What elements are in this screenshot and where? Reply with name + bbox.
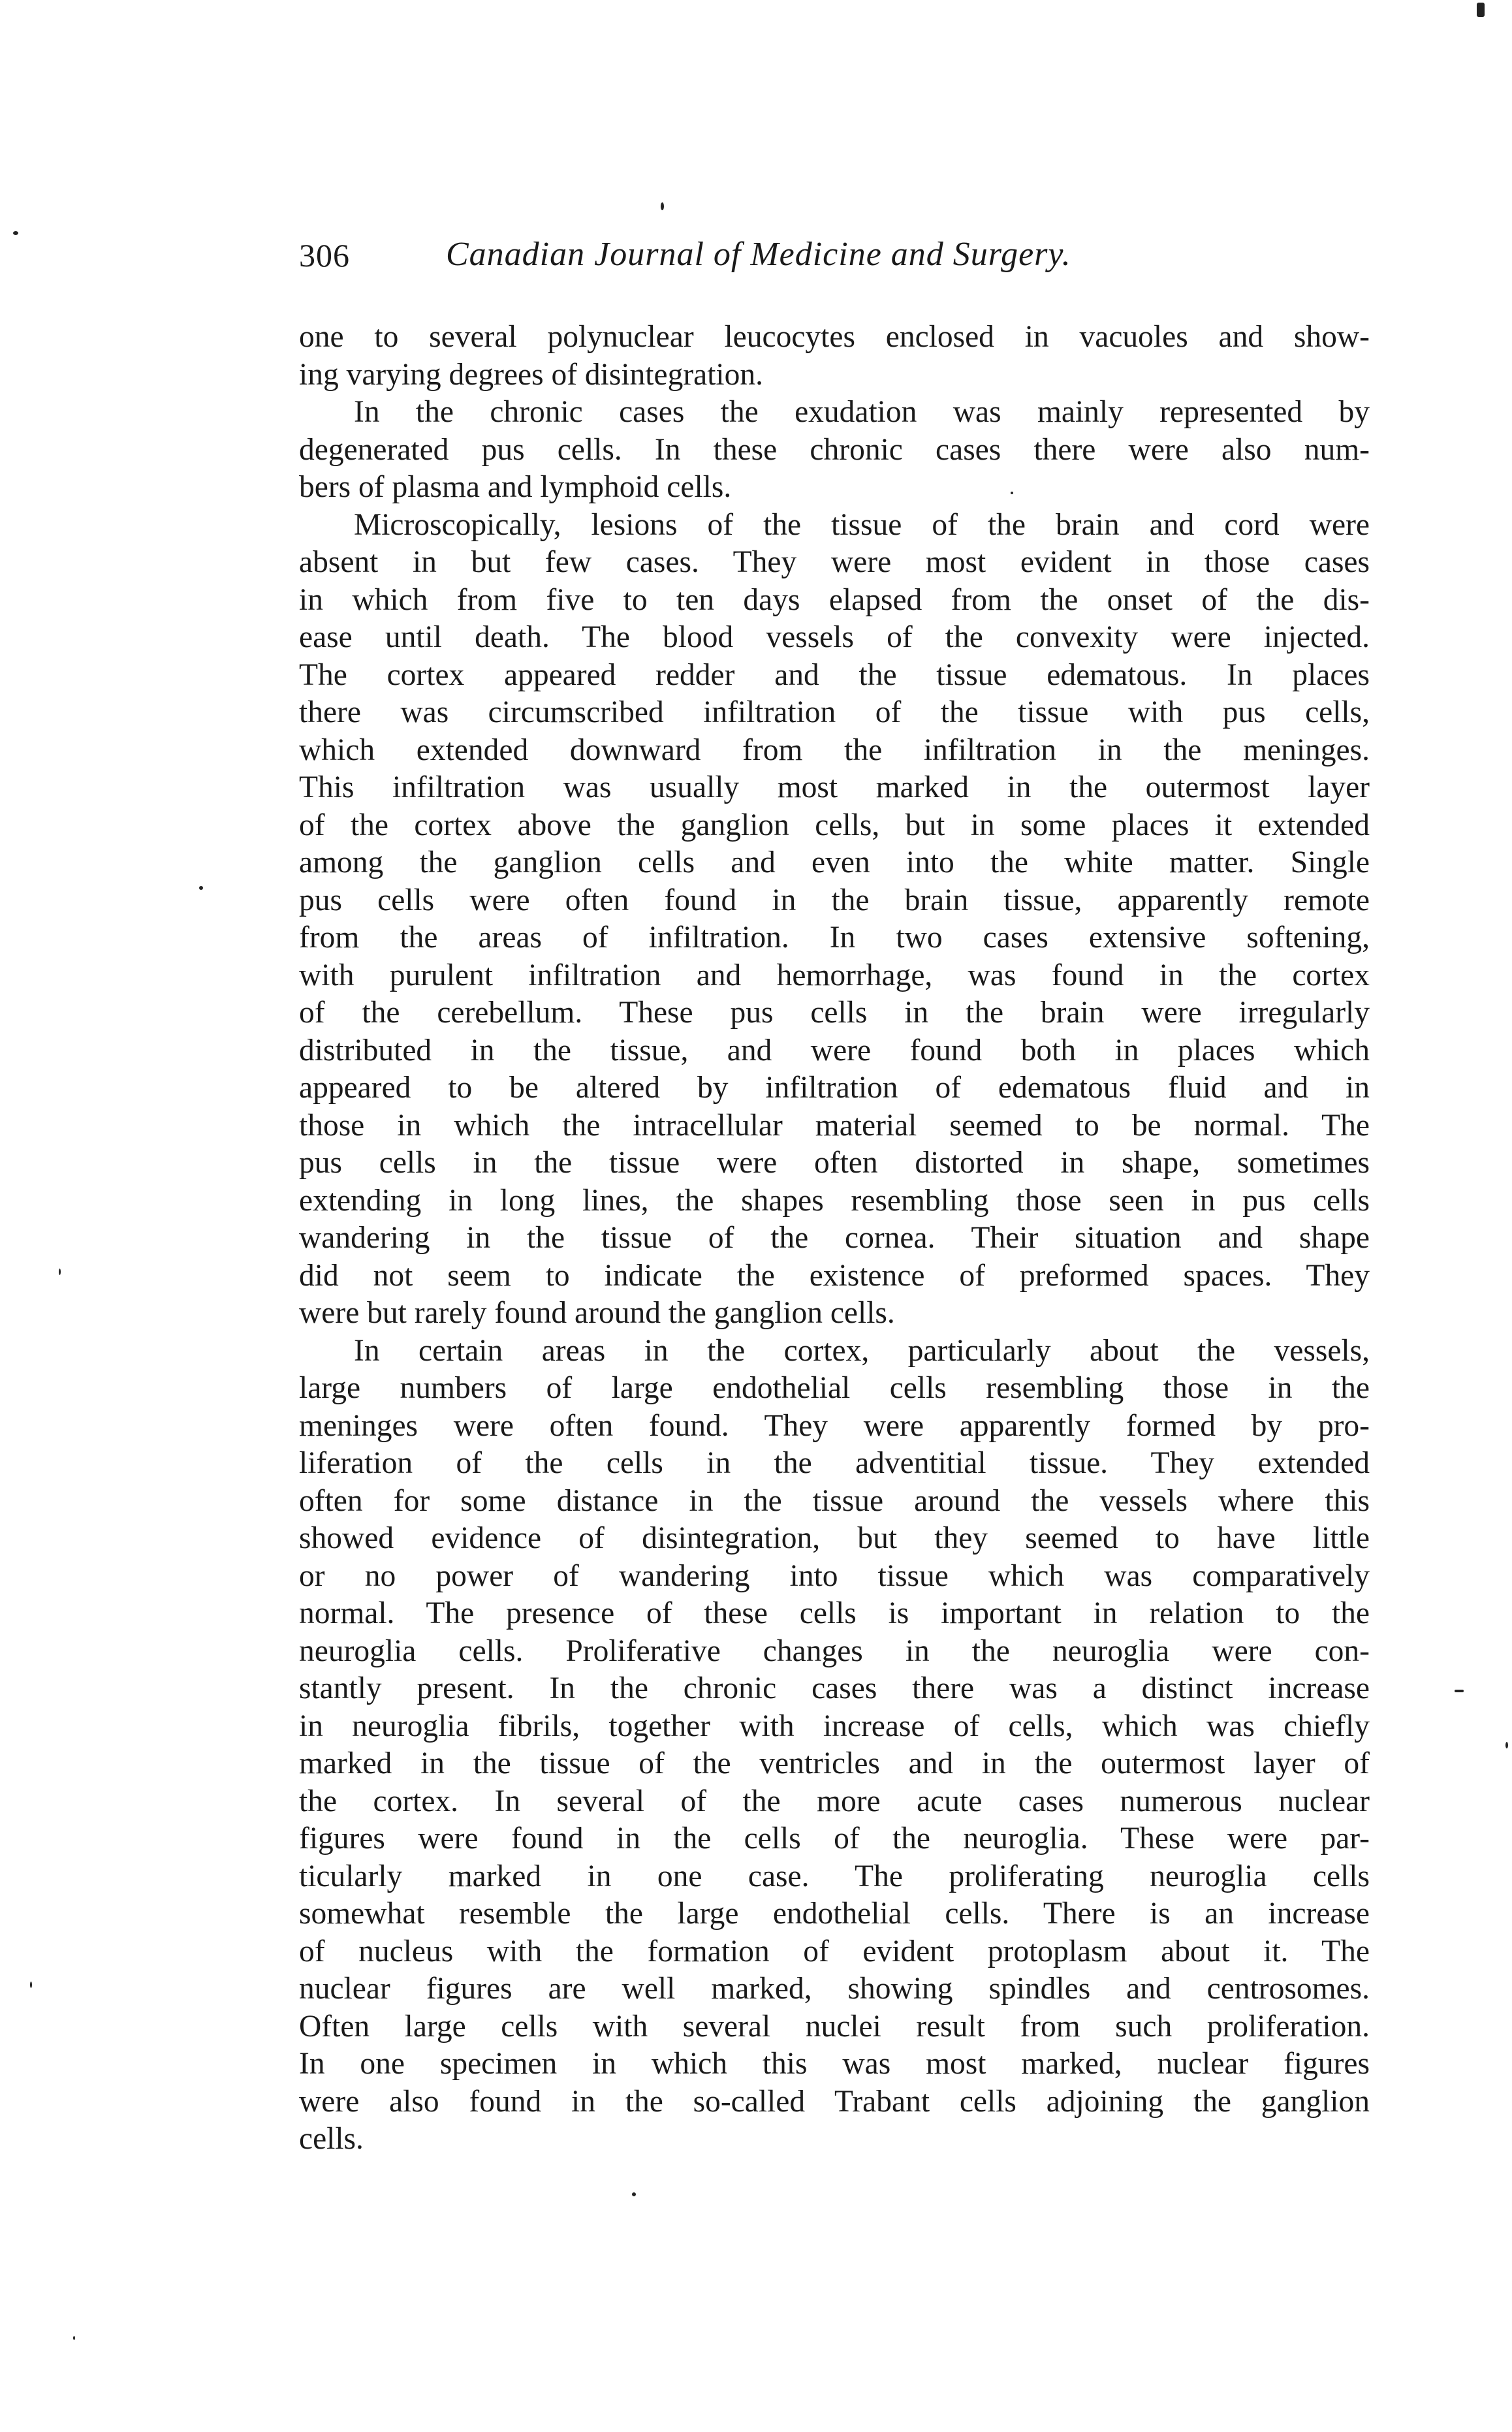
journal-title: Canadian Journal of Medicine and Surgery. bbox=[446, 236, 1071, 273]
text-line: with purulent infiltration and hemorrhage, was found in the cortex bbox=[299, 958, 1370, 992]
text-line: which extended downward from the infiltration in the meninges. bbox=[299, 733, 1370, 767]
text-line: appeared to be altered by infiltration of edematous fluid and in bbox=[299, 1071, 1370, 1105]
scan-speck bbox=[1011, 492, 1013, 494]
text-line: bers of plasma and lymphoid cells. bbox=[299, 470, 732, 504]
scan-speck bbox=[632, 2192, 636, 2196]
scan-speck bbox=[1455, 1690, 1464, 1692]
text-line: there was circumscribed infiltration of the tissue with pus cells, bbox=[299, 695, 1370, 729]
text-line: cells. bbox=[299, 2122, 364, 2156]
text-line: marked in the tissue of the ventricles and in the outermost layer of bbox=[299, 1746, 1370, 1780]
text-line: from the areas of infiltration. In two cases extensive softening, bbox=[299, 921, 1370, 955]
text-line: In certain areas in the cortex, particularly about the vessels, bbox=[354, 1333, 1370, 1368]
scan-speck bbox=[199, 886, 203, 890]
page-number: 306 bbox=[299, 237, 350, 274]
text-line: meninges were often found. They were apparently formed by pro- bbox=[299, 1408, 1370, 1443]
scan-speck bbox=[59, 1269, 61, 1275]
text-line: pus cells were often found in the brain tissue, apparently remote bbox=[299, 883, 1370, 917]
text-line: the cortex. In several of the more acute cases numerous nuclear bbox=[299, 1784, 1370, 1818]
text-line: stantly present. In the chronic cases there was a distinct increase bbox=[299, 1671, 1370, 1705]
scan-speck bbox=[1505, 1742, 1508, 1748]
text-line: large numbers of large endothelial cells resembling those in the bbox=[299, 1371, 1370, 1405]
running-header bbox=[299, 236, 1370, 282]
text-line: neuroglia cells. Proliferative changes in the neuroglia were con- bbox=[299, 1634, 1370, 1668]
scan-speck bbox=[30, 1982, 32, 1988]
text-line: In one specimen in which this was most marked, nuclear figures bbox=[299, 2047, 1370, 2081]
text-line: ing varying degrees of disintegration. bbox=[299, 357, 763, 392]
text-line: liferation of the cells in the adventitial tissue. They extended bbox=[299, 1446, 1370, 1480]
text-line: ease until death. The blood vessels of the convexity were injected. bbox=[299, 620, 1370, 654]
text-line: among the ganglion cells and even into the white matter. Single bbox=[299, 845, 1370, 879]
text-line: somewhat resemble the large endothelial cells. There is an increase bbox=[299, 1897, 1370, 1931]
text-line: did not seem to indicate the existence of preformed spaces. They bbox=[299, 1258, 1370, 1293]
text-line: absent in but few cases. They were most evident in those cases bbox=[299, 545, 1370, 579]
text-line: were also found in the so-called Trabant cells adjoining the ganglion bbox=[299, 2084, 1370, 2119]
text-line: normal. The presence of these cells is important in relation to the bbox=[299, 1596, 1370, 1630]
body-text bbox=[299, 319, 1370, 2158]
text-line: of the cerebellum. These pus cells in the brain were irregularly bbox=[299, 996, 1370, 1030]
text-line: or no power of wandering into tissue which was comparatively bbox=[299, 1558, 1370, 1593]
text-line: ticularly marked in one case. The proliferating neuroglia cells bbox=[299, 1859, 1370, 1893]
text-line: showed evidence of disintegration, but they seemed to have little bbox=[299, 1521, 1370, 1555]
text-line: This infiltration was usually most marked in the outermost layer bbox=[299, 770, 1370, 804]
text-line: often for some distance in the tissue around the vessels where this bbox=[299, 1483, 1370, 1518]
text-line: figures were found in the cells of the neuroglia. These were par- bbox=[299, 1822, 1370, 1856]
text-line: in which from five to ten days elapsed from the onset of the dis- bbox=[299, 582, 1370, 617]
scan-speck bbox=[13, 231, 18, 235]
scan-speck bbox=[661, 202, 664, 210]
scan-speck bbox=[73, 2336, 75, 2340]
text-line: nuclear figures are well marked, showing spindles and centrosomes. bbox=[299, 1972, 1370, 2006]
text-line: one to several polynuclear leucocytes enclosed in vacuoles and show- bbox=[299, 320, 1370, 354]
text-line: Microscopically, lesions of the tissue of the brain and cord were bbox=[354, 507, 1370, 542]
text-line: degenerated pus cells. In these chronic cases there were also num- bbox=[299, 432, 1370, 467]
text-line: wandering in the tissue of the cornea. Their situation and shape bbox=[299, 1221, 1370, 1255]
text-line: distributed in the tissue, and were found both in places which bbox=[299, 1033, 1370, 1067]
text-line: extending in long lines, the shapes resembling those seen in pus cells bbox=[299, 1183, 1370, 1218]
text-line: In the chronic cases the exudation was mainly represented by bbox=[354, 395, 1370, 429]
text-line: pus cells in the tissue were often distorted in shape, sometimes bbox=[299, 1146, 1370, 1180]
text-line: of the cortex above the ganglion cells, but in some places it extended bbox=[299, 808, 1370, 842]
text-line: Often large cells with several nuclei result from such proliferation. bbox=[299, 2009, 1370, 2044]
text-line: The cortex appeared redder and the tissue edematous. In places bbox=[299, 657, 1370, 692]
text-line: of nucleus with the formation of evident protoplasm about it. The bbox=[299, 1934, 1370, 1968]
text-line: were but rarely found around the ganglion cells. bbox=[299, 1296, 895, 1330]
scan-speck bbox=[1477, 3, 1485, 17]
text-line: those in which the intracellular material seemed to be normal. The bbox=[299, 1108, 1370, 1143]
text-line: in neuroglia fibrils, together with increase of cells, which was chiefly bbox=[299, 1709, 1370, 1743]
